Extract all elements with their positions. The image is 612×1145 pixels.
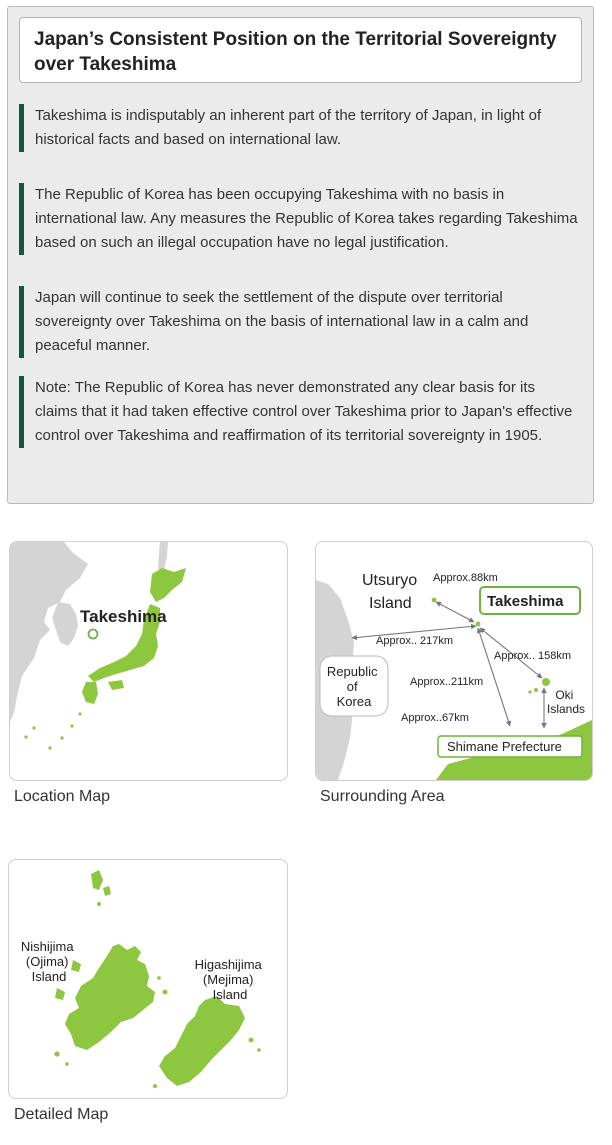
distance-label: Approx..67km [401, 712, 469, 724]
utsuryo-label: Utsuryo Island [362, 572, 418, 612]
hokkaido-shape [150, 568, 186, 602]
surrounding-map[interactable] [315, 541, 593, 781]
korea-label: Republic of Korea [326, 664, 378, 709]
takeshima-label: Takeshima [80, 607, 167, 626]
location-map-caption: Location Map [14, 788, 111, 805]
position-point: The Republic of Korea has been occupying Takeshima with no basis in international law. Any measures the Republic of Korea takes regarding Takeshima based on such an illegal occupation have no legal justification. [19, 183, 579, 255]
position-point: Takeshima is indisputably an inherent part of the territory of Japan, in light of historical facts and based on international law. [19, 104, 579, 152]
nishijima-label: Nishijima (Ojima) Island [20, 939, 74, 984]
distance-label: Approx.. 158km [494, 650, 572, 662]
position-panel [7, 6, 594, 504]
detailed-map[interactable] [8, 859, 288, 1099]
detailed-map-graphic [9, 860, 287, 1098]
mainland-shape [10, 542, 88, 722]
title-box [19, 17, 582, 83]
detailed-map-caption: Detailed Map [14, 1106, 109, 1123]
distance-label: Approx.. 217km [376, 635, 454, 647]
location-map[interactable] [9, 541, 288, 781]
location-map-graphic [10, 542, 287, 780]
higashijima-label: Higashijima (Mejima) Island [194, 957, 262, 1002]
shimane-label: Shimane Prefecture [447, 739, 562, 754]
kyushu-shape [82, 682, 98, 704]
korea-shape [52, 602, 78, 646]
page-title: Japan’s Consistent Position on the Territorial Sovereignty over Takeshima [34, 29, 557, 75]
nishijima-shape [65, 944, 155, 1050]
shikoku-shape [108, 680, 124, 690]
higashijima-shape [159, 996, 245, 1086]
takeshima-box-label: Takeshima [487, 593, 564, 610]
takeshima-marker [89, 630, 98, 639]
surrounding-map-graphic [316, 542, 592, 780]
distance-label: Approx.88km [433, 572, 498, 584]
distance-label: Approx..211km [410, 676, 484, 688]
position-point: Japan will continue to seek the settlement of the dispute over territorial sovereignty over Takeshima on the basis of international law in a calm and peaceful manner. [19, 286, 579, 358]
surrounding-map-caption: Surrounding Area [320, 788, 445, 805]
oki-label: Oki Islands [546, 688, 586, 716]
position-point: Note: The Republic of Korea has never demonstrated any clear basis for its claims that it had taken effective control over Takeshima prior to Japan's effective control over Takeshima and reaffirmation of its territorial sovereignty in 1905. [19, 376, 579, 448]
